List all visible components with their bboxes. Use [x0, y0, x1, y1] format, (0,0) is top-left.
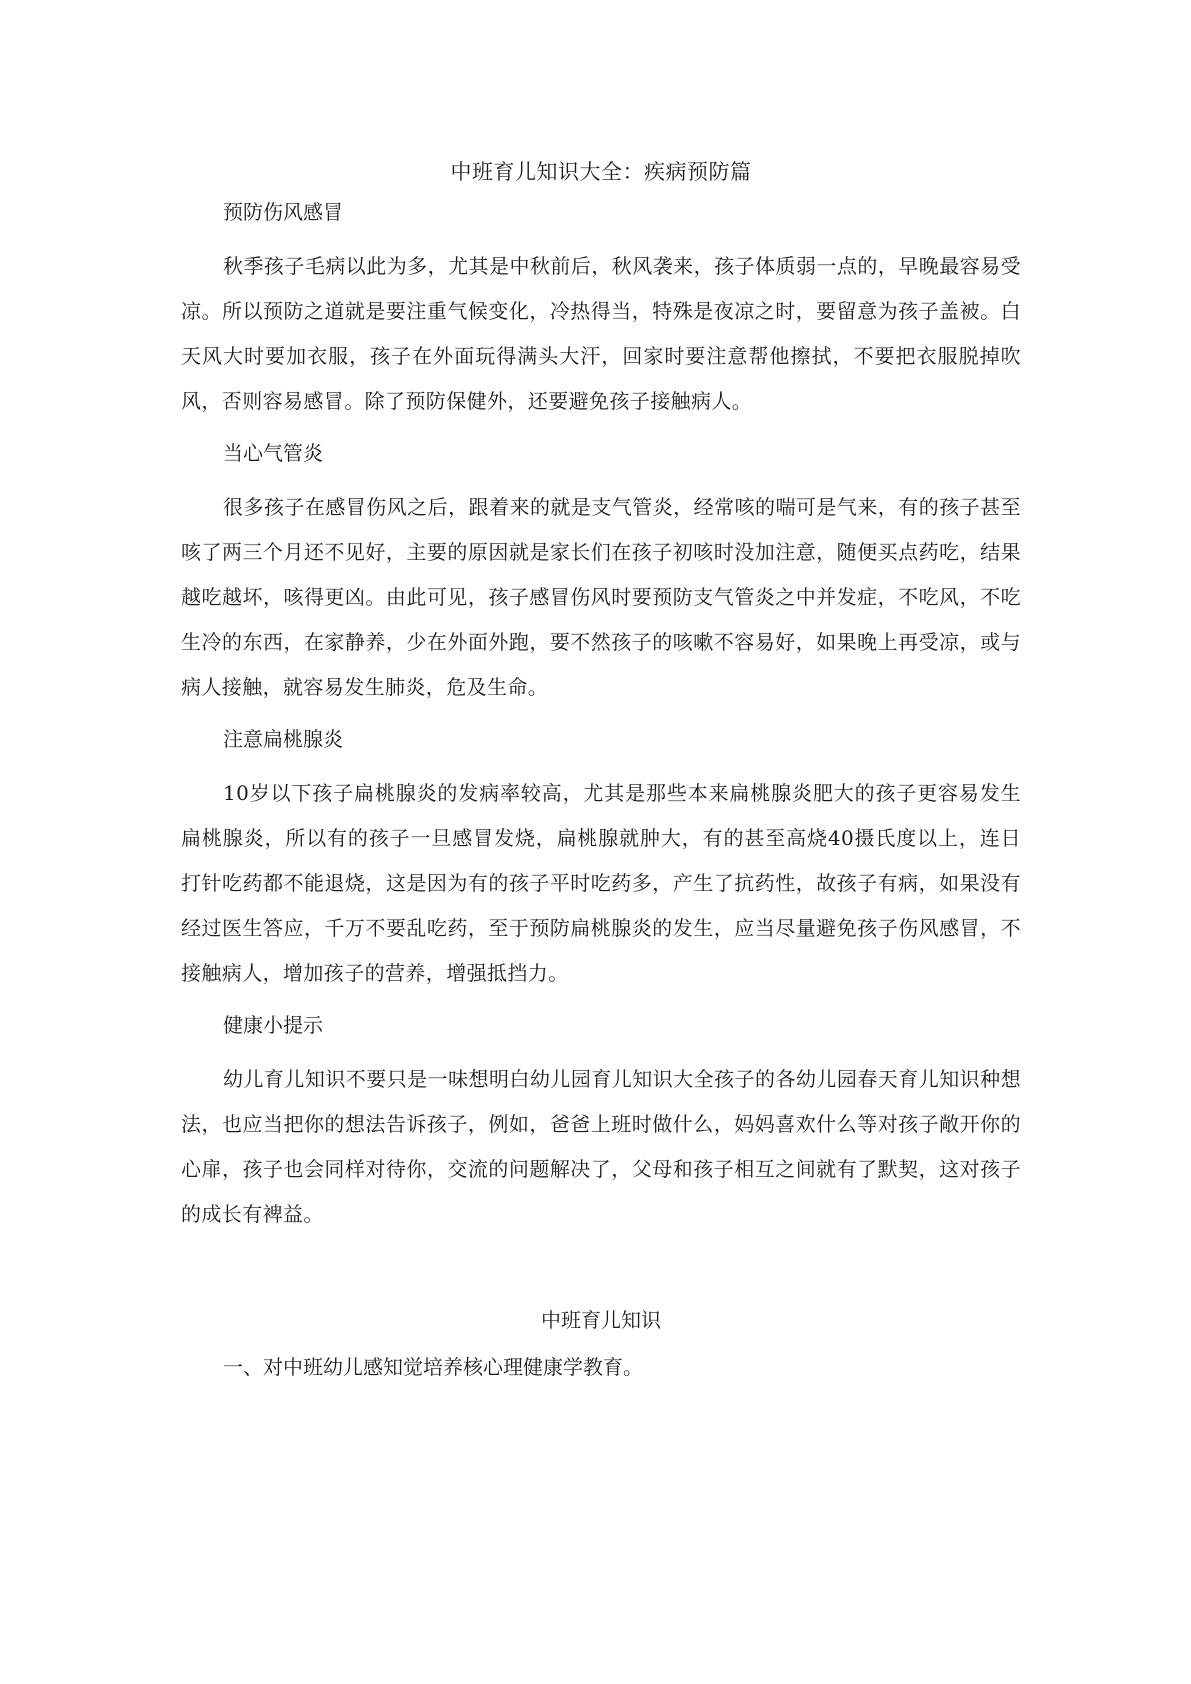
section-body-cold: 秋季孩子毛病以此为多，尤其是中秋前后，秋风袭来，孩子体质弱一点的，早晚最容易受凉。所以预防之道就是要注重气候变化，冷热得当，特殊是夜凉之时，要留意为孩子盖被。白天风大时要加衣服，孩子在外面玩得满头大汗，回家时要注意帮他擦拭，不要把衣服脱掉吹风，否则容易感冒。除了预防保健外，还要避免孩子接触病人。 — [181, 254, 1021, 413]
list-item-1: 一、对中班幼儿感知觉培养核心理健康学教育。 — [223, 1355, 643, 1379]
section-body-tonsillitis: 10岁以下孩子扁桃腺炎的发病率较高，尤其是那些本来扁桃腺炎肥大的孩子更容易发生扁桃腺炎，所以有的孩子一旦感冒发烧，扁桃腺就肿大，有的甚至高烧40摄氏度以上，连日打针吃药都不能退烧，这是因为有的孩子平时吃药多，产生了抗药性，故孩子有病，如果没有经过医生答应，千万不要乱吃药，至于预防扁桃腺炎的发生，应当尽量避免孩子伤风感冒，不接触病人，增加孩子的营养，增强抵挡力。 — [181, 781, 1021, 985]
section-heading-health-tips: 健康小提示 — [223, 1013, 323, 1037]
section-body-bronchitis: 很多孩子在感冒伤风之后，跟着来的就是支气管炎，经常咳的喘可是气来，有的孩子甚至咳了两三个月还不见好，主要的原因就是家长们在孩子初咳时没加注意，随便买点药吃，结果越吃越坏，咳得更凶。由此可见，孩子感冒伤风时要预防支气管炎之中并发症，不吃风，不吃生冷的东西，在家静养，少在外面外跑，要不然孩子的咳嗽不容易好，如果晚上再受凉，或与病人接触，就容易发生肺炎，危及生命。 — [181, 495, 1021, 699]
second-title: 中班育儿知识 — [541, 1308, 661, 1332]
document-content — [181, 157, 1021, 1399]
section-heading-tonsillitis: 注意扁桃腺炎 — [223, 727, 343, 751]
document-title: 中班育儿知识大全：疾病预防篇 — [450, 160, 752, 184]
section-heading-cold: 预防伤风感冒 — [223, 200, 343, 224]
section-body-health-tips: 幼儿育儿知识不要只是一味想明白幼儿园育儿知识大全孩子的各幼儿园春天育儿知识种想法，也应当把你的想法告诉孩子，例如，爸爸上班时做什么，妈妈喜欢什么等对孩子敞开你的心扉，孩子也会同样对待你，交流的问题解决了，父母和孩子相互之间就有了默契，这对孩子的成长有裨益。 — [181, 1067, 1021, 1226]
section-heading-bronchitis: 当心气管炎 — [223, 441, 323, 465]
